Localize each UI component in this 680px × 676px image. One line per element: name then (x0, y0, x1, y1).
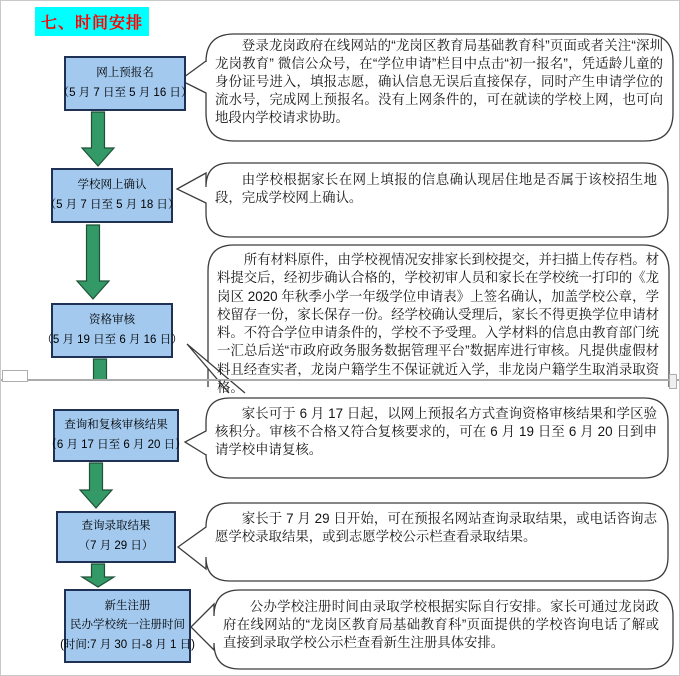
flow-box-school-online-confirmation (44, 168, 180, 223)
down-arrow-icon (82, 112, 114, 166)
page-title: 七、时间安排 (35, 7, 149, 36)
flow-box-line: 查询录取结果 (81, 520, 151, 533)
flow-box-query-and-recheck-results (45, 409, 187, 462)
callout-text-admission-results: 家长于 7 月 29 日开始，可在预报名网站查询录取结果，或电话咨询志愿学校录取结果，或到志愿学校公示栏查看录取结果。 (215, 511, 657, 544)
flow-box-line: (时间:7 月 30 日-8 月 1 日) (60, 638, 195, 651)
flow-box-new-student-registration (60, 589, 195, 663)
flow-box-line: （5 月 7 日至 5 月 16 日） (57, 86, 193, 99)
callout-text-query-recheck: 家长可于 6 月 17 日起，以网上预报名方式查询资格审核结果和学区验核积分。审核不合格又符合复核要求的，可在 6 月 19 日至 6 月 20 日到申请学校申请复核。 (215, 406, 657, 457)
flow-box-line: 查询和复核审核结果 (64, 418, 168, 431)
flow-box-line: （6 月 17 日至 6 月 20 日） (45, 438, 187, 451)
flow-box-query-admission-results (56, 511, 176, 563)
callout-text-school-confirmation: 由学校根据家长在网上填报的信息确认现居住地是否属于该校招生地段，完成学校网上确认。 (215, 172, 657, 205)
down-arrow-icon (94, 359, 107, 380)
flow-box-line: 网上预报名 (96, 66, 154, 79)
flow-box-line: 资格审核 (89, 313, 135, 326)
flow-box-qualification-review (41, 303, 183, 358)
flow-box-line: （7 月 29 日） (78, 540, 154, 552)
flow-box-line: （5 月 19 日至 6 月 16 日） (41, 333, 183, 346)
flow-box-line: 民办学校统一注册时间 (70, 619, 185, 632)
page-margin-marker-right (670, 375, 677, 389)
page-margin-marker-left (3, 371, 28, 382)
callout-text-qualification-review: 所有材料原件，由学校视情况安排家长到校提交，并扫描上传存档。材料提交后，经初步确认合格的，学校初审人员和家长在学校统一打印的《龙岗区 2020 年秋季小学一年级学位申请表》上签名确认，加盖学校公章，学校留存一份，家长保存一份。经学校确认受理后，家长不得更换学位申请材料。不符合学位申请条件的，学校不予受理。入学材料的信息由教育部门统一汇总后送“市政府政务服务数据管理平台”数据库进行审核。凡提供虚假材料且经查实者，龙岗户籍学生不保证就近入学，非龙岗户籍学生取消录取资格。 (217, 252, 659, 396)
down-arrow-icon (80, 463, 112, 508)
flow-box-online-preregistration (57, 56, 193, 111)
callout-text-preregistration: 登录龙岗政府在线网站的“龙岗区教育局基础教育科”页面或者关注“深圳龙岗教育” 微信公众号，在“学位申请”栏目中点击“初一报名”，凭适龄儿童的身份证号进入，填报志愿，确认信息无误后直接保存，同时产生申请学位的流水号，完成网上预报名。没有上网条件的，可在就读的学校上网，也可向地段内学校请求协助。 (215, 38, 663, 125)
flow-box-line: （5 月 7 日至 5 月 18 日） (44, 198, 180, 211)
flow-box-line: 新生注册 (104, 599, 151, 612)
callout-text-registration: 公办学校注册时间由录取学校根据实际自行安排。家长可通过龙岗政府在线网站的“龙岗区教育局基础教育科”页面提供的学校咨询电话了解或直接到录取学校公示栏查看新生注册具体安排。 (223, 599, 659, 650)
flow-box-line: 学校网上确认 (77, 178, 147, 191)
down-arrow-icon (77, 225, 109, 299)
down-arrow-icon (82, 564, 114, 587)
